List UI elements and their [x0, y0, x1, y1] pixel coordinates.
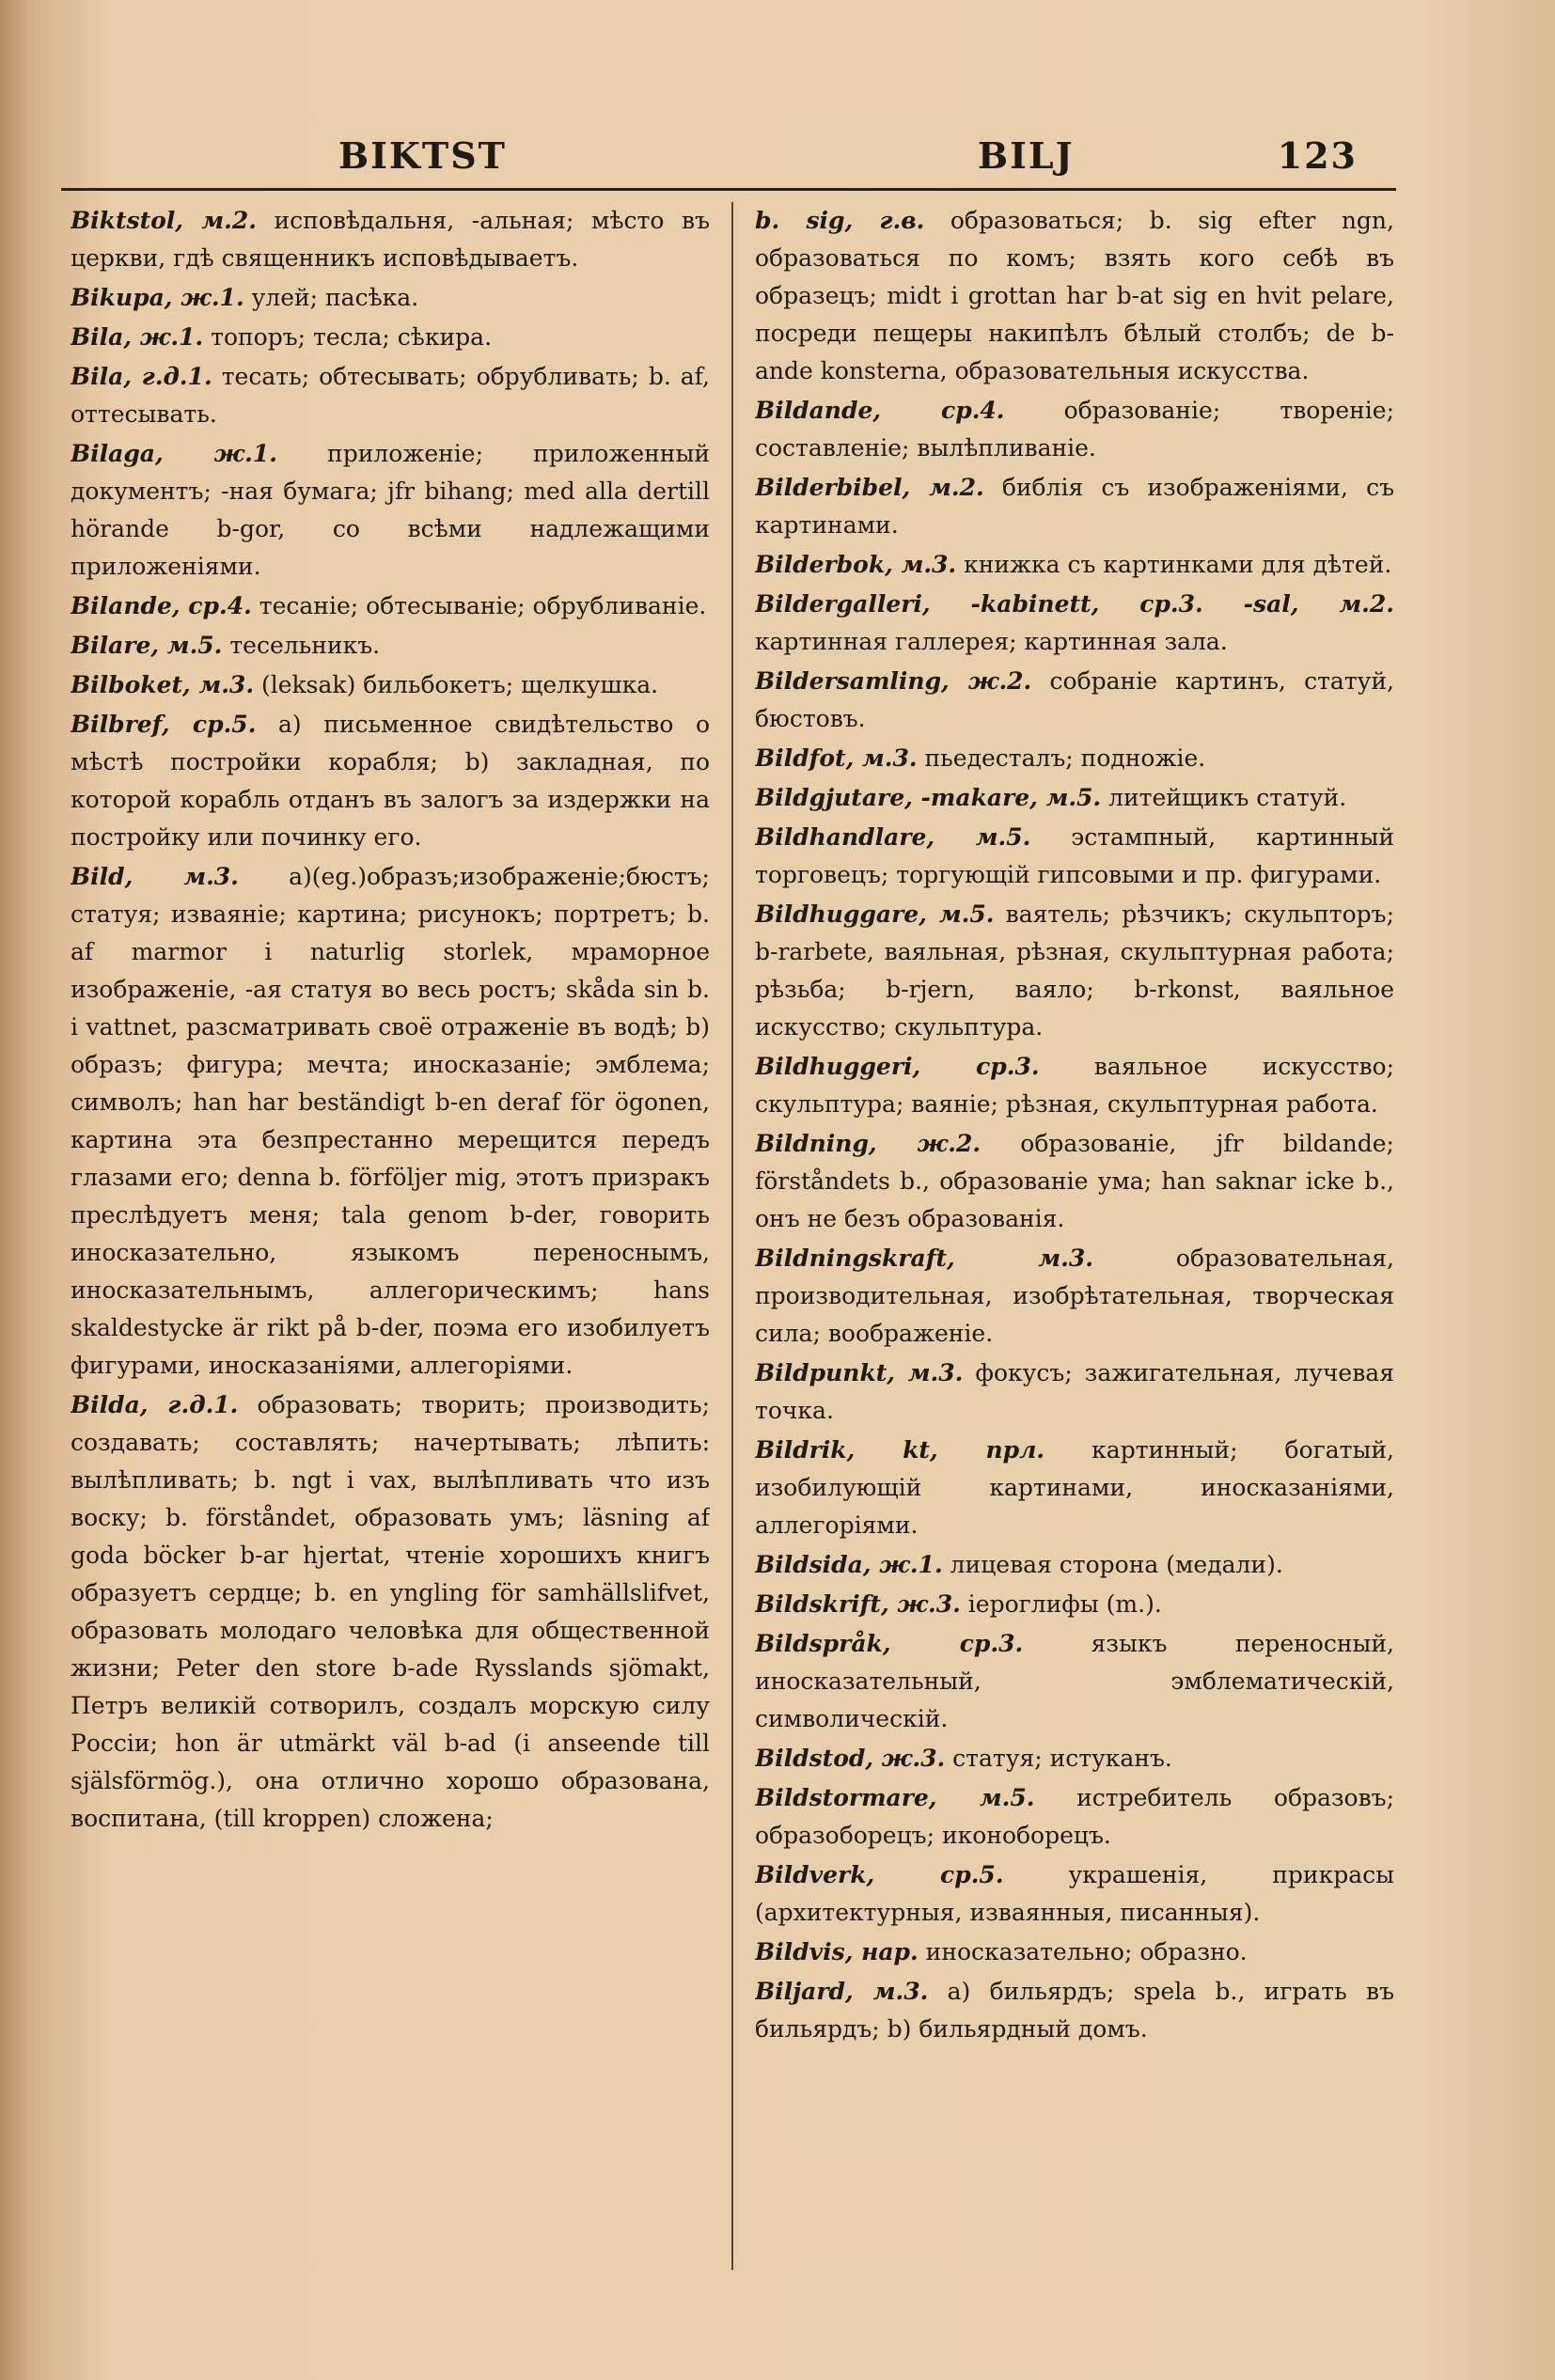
entry-definition: эстампный, картинный торговецъ; торгующій гипсовыми и пр. фигурами. — [755, 823, 1394, 888]
dictionary-entry — [755, 1240, 1394, 1353]
dictionary-entry — [755, 1125, 1394, 1238]
entry-definition: образованіе; твореніе; составленіе; вылѣпливаніе. — [755, 397, 1394, 462]
entry-headword: Bildfot, м.3. — [755, 744, 918, 772]
dictionary-entry — [71, 202, 710, 277]
entry-definition: собраніе картинъ, статуй, бюстовъ. — [755, 667, 1394, 732]
entry-headword: Bila, ж.1. — [71, 323, 204, 351]
entry-definition: картинная галлерея; картинная зала. — [755, 628, 1228, 655]
entry-definition: ваяльное искусство; скульптура; ваяніе; рѣзная, скульптурная работа. — [755, 1053, 1394, 1118]
page-header — [338, 127, 1358, 183]
dictionary-entry — [755, 392, 1394, 467]
dictionary-entry — [71, 1386, 710, 1838]
dictionary-entry — [755, 1973, 1394, 2048]
dictionary-entry — [71, 435, 710, 586]
entry-headword: Bilande, ср.4. — [71, 592, 252, 619]
right-column — [755, 202, 1394, 2345]
entry-headword: Bila, г.д.1. — [71, 363, 212, 390]
entry-definition: статуя; истуканъ. — [945, 1745, 1172, 1772]
entry-headword: Bildhuggeri, ср.3. — [755, 1053, 1040, 1080]
entry-definition: образованіе, jfr bildande; förståndets b., образованіе ума; han saknar icke b., онъ не безъ образованія. — [755, 1130, 1394, 1232]
dictionary-entry — [71, 706, 710, 856]
entry-definition: фокусъ; зажигательная, лучевая точка. — [755, 1359, 1394, 1424]
dictionary-entry — [755, 1856, 1394, 1932]
dictionary-entry — [755, 586, 1394, 661]
entry-definition: образовательная, производительная, изобрѣтательная, творческая сила; воображеніе. — [755, 1245, 1394, 1347]
entry-headword: Biljard, м.3. — [755, 1978, 929, 2005]
entry-headword: Bildgjutare, -makare, м.5. — [755, 784, 1102, 811]
entry-definition: образовать; творить; производить; создавать; составлять; начертывать; лѣпить: вылѣпливать; b. ngt i vax, вылѣпливать что изъ воску; b. förståndet, образовать умъ; läsning af goda böcker b-ar hjertat, чтеніе хорошихъ книгъ образуетъ сердце; b. en yngling för samhällslifvet, образовать молодаго человѣка для общественной жизни; Peter den store b-ade Rysslands sjömakt, Петръ великій сотворилъ, создалъ морскую силу Россіи; hon är utmärkt väl b-ad (i anseende till själsförmög.), она отлично хорошо образована, воспитана, (till kroppen) сложена; — [71, 1391, 710, 1832]
entry-definition: топоръ; тесла; сѣкира. — [203, 323, 493, 351]
dictionary-entry — [755, 1586, 1394, 1623]
entry-definition: a)(eg.)образъ;изображеніе;бюстъ; статуя; изваяніе; картина; рисунокъ; портретъ; b. af marmor i naturlig storlek, мраморное изображеніе, -ая статуя во весь ростъ; skåda sin b. i vattnet, разсматривать своё отраженіе въ водѣ; b) образъ; фигура; мечта; иносказаніе; эмблема; символъ; han har beständigt b-en deraf för ögonen, картина эта безпрестанно мерещится передъ глазами его; denna b. förföljer mig, этотъ призракъ преслѣдуетъ меня; tala genom b-der, говорить иносказательно, языкомъ переноснымъ, иносказательнымъ, аллегорическимъ; hans skaldestycke är rikt på b-der, поэма его изобилуетъ фигурами, иносказаніями, аллегоріями. — [71, 863, 710, 1379]
entry-headword: Bildergalleri, -kabinett, ср.3. -sal, м.2. — [755, 590, 1394, 618]
entry-definition: a) бильярдъ; spela b., играть въ бильярдъ; b) бильярдный домъ. — [755, 1978, 1394, 2043]
entry-headword: Bildningskraft, м.3. — [755, 1245, 1093, 1272]
dictionary-entry — [71, 279, 710, 317]
dictionary-entry — [755, 663, 1394, 738]
dictionary-entry — [755, 1546, 1394, 1584]
entry-headword: Bildrik, kt, прл. — [755, 1436, 1045, 1464]
entry-headword: Bilderbok, м.3. — [755, 551, 957, 578]
entry-definition: тесать; обтесывать; обрубливать; b. af, оттесывать. — [71, 363, 710, 428]
dictionary-entry — [755, 1625, 1394, 1738]
entry-definition: библія съ изображеніями, съ картинами. — [755, 474, 1394, 539]
entry-headword: Bild, м.3. — [71, 863, 239, 890]
entry-definition: иносказательно; образно. — [918, 1938, 1248, 1965]
entry-definition: ваятель; рѣзчикъ; скульпторъ; b-rarbete, ваяльная, рѣзная, скульптурная работа; рѣзьба; b-rjern, ваяло; b-rkonst, ваяльное искусство; скульптура. — [755, 900, 1394, 1041]
entry-definition: украшенія, прикрасы (архитектурныя, изваянныя, писанныя). — [755, 1861, 1394, 1926]
dictionary-entry — [755, 202, 1394, 390]
entry-definition: языкъ переносный, иносказательный, эмблематическій, символическій. — [755, 1630, 1394, 1732]
entry-headword: b. sig, г.в. — [755, 207, 925, 234]
entry-headword: Bildhuggare, м.5. — [755, 900, 995, 928]
entry-headword: Bildskrift, ж.3. — [755, 1590, 961, 1618]
left-column — [71, 202, 710, 2345]
entry-definition: тесельникъ. — [222, 632, 381, 659]
entry-headword: Bildsida, ж.1. — [755, 1551, 943, 1578]
dictionary-entry — [755, 1048, 1394, 1123]
entry-definition: пьедесталъ; подножіе. — [917, 744, 1206, 772]
entry-headword: Bikupa, ж.1. — [71, 284, 244, 311]
entry-definition: образоваться; b. sig efter ngn, образоваться по комъ; взять кого себѣ въ образецъ; midt i grottan har b-at sig en hvit pelare, посреди пещеры накипѣлъ бѣлый столбъ; de b-ande konsterna, образовательныя искусства. — [755, 207, 1394, 384]
dictionary-entry — [71, 319, 710, 356]
dictionary-entry — [755, 896, 1394, 1046]
entry-headword: Bildhandlare, м.5. — [755, 823, 1031, 851]
entry-definition: приложеніе; приложенный документъ; -ная бумага; jfr bihang; med alla dertill hörande b-gor, со всѣми надлежащими приложеніями. — [71, 440, 710, 580]
entry-headword: Bildersamling, ж.2. — [755, 667, 1032, 695]
dictionary-entry — [755, 779, 1394, 817]
dictionary-entry — [755, 1354, 1394, 1430]
dictionary-entry — [755, 546, 1394, 584]
entry-definition: исповѣдальня, -альная; мѣсто въ церкви, гдѣ священникъ исповѣдываетъ. — [71, 207, 710, 272]
dictionary-entry — [755, 1432, 1394, 1544]
entry-headword: Bildstod, ж.3. — [755, 1745, 946, 1772]
entry-headword: Bildspråk, ср.3. — [755, 1630, 1024, 1657]
entry-definition: тесаніе; обтесываніе; обрубливаніе. — [251, 592, 707, 619]
entry-headword: Bilderbibel, м.2. — [755, 474, 984, 501]
header-left-guideword: BIKTST — [338, 133, 507, 177]
entry-definition: картинный; богатый, изобилующій картинами, иносказаніями, аллегоріями. — [755, 1436, 1394, 1539]
dictionary-entry — [71, 358, 710, 433]
dictionary-entry — [755, 1779, 1394, 1855]
page-number: 123 — [1277, 133, 1358, 177]
entry-headword: Bilda, г.д.1. — [71, 1391, 239, 1418]
column-divider — [731, 202, 733, 2270]
entry-headword: Bildande, ср.4. — [755, 397, 1005, 424]
entry-headword: Bilbref, ср.5. — [71, 711, 257, 738]
dictionary-entry — [71, 627, 710, 665]
entry-definition: (leksak) бильбокетъ; щелкушка. — [254, 671, 659, 698]
dictionary-entry — [71, 587, 710, 625]
dictionary-entry — [755, 740, 1394, 777]
dictionary-entry — [755, 819, 1394, 894]
entry-headword: Bilboket, м.3. — [71, 671, 255, 698]
entry-definition: лицевая сторона (медали). — [942, 1551, 1283, 1578]
entry-definition: истребитель образовъ; образоборецъ; иконоборецъ. — [755, 1784, 1394, 1849]
dictionary-entry — [71, 858, 710, 1385]
header-right-guideword: BILJ — [978, 133, 1075, 177]
dictionary-entry — [71, 666, 710, 704]
entry-headword: Bilare, м.5. — [71, 632, 223, 659]
entry-headword: Bildstormare, м.5. — [755, 1784, 1035, 1811]
entry-definition: a) письменное свидѣтельство о мѣстѣ постройки корабля; b) закладная, по которой корабль отданъ въ залогъ за издержки на постройку или починку его. — [71, 711, 710, 851]
dictionary-entry — [755, 1934, 1394, 1971]
entry-definition: книжка съ картинками для дѣтей. — [956, 551, 1392, 578]
entry-headword: Bildvis, нар. — [755, 1938, 919, 1965]
header-rule — [61, 188, 1396, 191]
entry-headword: Bildning, ж.2. — [755, 1130, 982, 1157]
entry-definition: улей; пасѣка. — [243, 284, 419, 311]
dictionary-entry — [755, 469, 1394, 544]
dictionary-entry — [755, 1740, 1394, 1777]
entry-headword: Bildverk, ср.5. — [755, 1861, 1004, 1888]
entry-headword: Biktstol, м.2. — [71, 207, 257, 234]
entry-headword: Bildpunkt, м.3. — [755, 1359, 964, 1386]
entry-definition: литейщикъ статуй. — [1101, 784, 1347, 811]
entry-headword: Bilaga, ж.1. — [71, 440, 277, 467]
entry-definition: іероглифы (m.). — [960, 1590, 1162, 1618]
